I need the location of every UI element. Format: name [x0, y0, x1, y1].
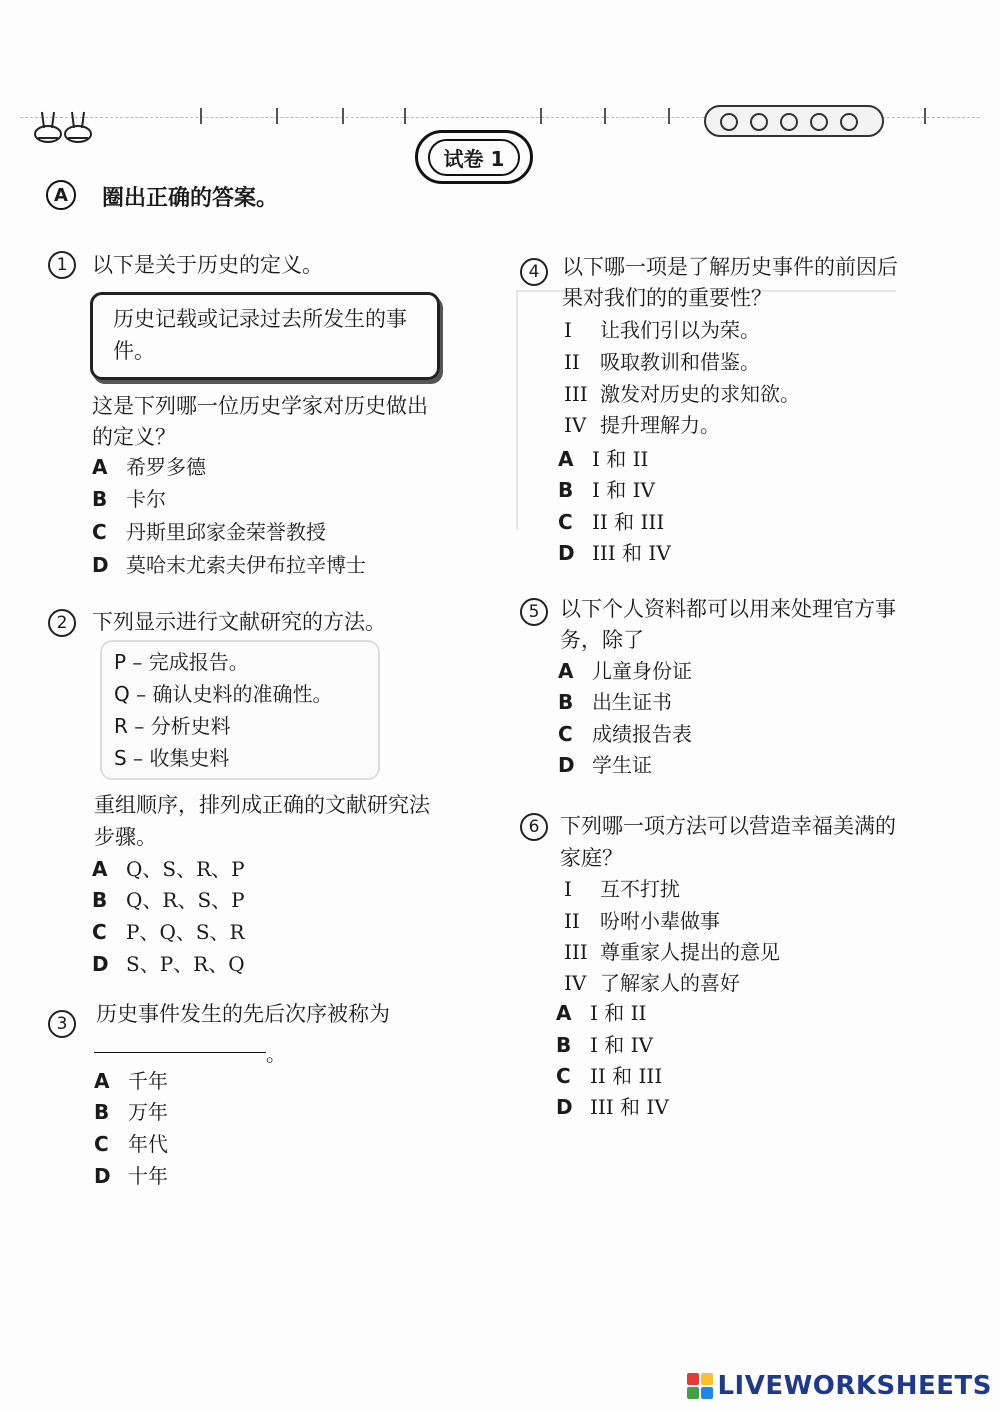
- statement-text: 尊重家人提出的意见: [600, 940, 780, 964]
- option-letter: B: [92, 888, 108, 912]
- option-text: Q、S、R、P: [126, 857, 245, 881]
- question-1-prompt-line1: 这是下列哪一位历史学家对历史做出: [92, 394, 428, 418]
- question-6-option-d[interactable]: [556, 1092, 669, 1123]
- option-letter: C: [92, 520, 107, 544]
- step-text: 确认史料的准确性。: [152, 682, 333, 706]
- question-2-prompt-line2: 步骤。: [94, 825, 157, 849]
- option-text: I 和 II: [592, 447, 649, 471]
- option-text: 年代: [128, 1132, 168, 1156]
- question-6-statement-3: [564, 937, 780, 968]
- statement-text: 吸取教训和借鉴。: [600, 350, 760, 374]
- question-5-stem-line1: 以下个人资料都可以用来处理官方事: [560, 597, 896, 621]
- option-text: III 和 IV: [590, 1095, 669, 1119]
- question-4-option-b[interactable]: [558, 475, 655, 506]
- option-letter: B: [556, 1033, 572, 1057]
- question-3-period: 。: [266, 1042, 286, 1066]
- question-5-stem-line2: 务，除了: [560, 628, 644, 652]
- question-number-1: 1: [48, 251, 76, 279]
- option-text: 千年: [128, 1069, 168, 1093]
- question-2-option-d[interactable]: [92, 949, 245, 980]
- option-letter: A: [558, 659, 574, 683]
- paper-title-badge: [415, 130, 533, 184]
- step-label: Q: [114, 682, 130, 706]
- statement-text: 让我们引以为荣。: [600, 318, 760, 342]
- option-letter: C: [558, 510, 573, 534]
- question-2-stem: 下列显示进行文献研究的方法。: [92, 610, 386, 634]
- question-number-3: 3: [48, 1010, 76, 1038]
- step-text: 完成报告。: [148, 650, 249, 674]
- option-text: S、P、R、Q: [126, 952, 245, 976]
- question-6-statement-4: [564, 968, 740, 999]
- option-letter: B: [94, 1100, 110, 1124]
- question-5-option-b[interactable]: [558, 687, 672, 718]
- option-letter: B: [92, 487, 108, 511]
- statement-numeral: IV: [564, 413, 587, 437]
- statement-numeral: II: [564, 350, 580, 374]
- option-text: II 和 III: [590, 1064, 663, 1088]
- tick-mark: [668, 108, 670, 124]
- question-number-2: 2: [48, 609, 76, 637]
- question-4-option-a[interactable]: [558, 444, 648, 475]
- statement-numeral: I: [564, 318, 572, 342]
- question-6-option-a[interactable]: [556, 998, 646, 1029]
- question-3-answer-blank[interactable]: [94, 1052, 266, 1053]
- statement-numeral: III: [564, 940, 588, 964]
- question-1-option-d[interactable]: [92, 550, 366, 581]
- question-4-option-d[interactable]: [558, 538, 671, 569]
- question-1-definition-box: 历史记载或记录过去所发生的事件。: [90, 292, 440, 380]
- option-text: P、Q、S、R: [126, 920, 245, 944]
- question-6-stem-line2: 家庭？: [560, 846, 623, 870]
- option-letter: C: [94, 1132, 109, 1156]
- question-4-statement-3: [564, 379, 800, 410]
- option-text: 希罗多德: [126, 455, 206, 479]
- statement-text: 互不打扰: [600, 877, 680, 901]
- logo-square: [687, 1373, 699, 1385]
- statement-text: 提升理解力。: [600, 413, 720, 437]
- question-2-option-b[interactable]: [92, 885, 245, 916]
- liveworksheets-brand[interactable]: [687, 1371, 992, 1401]
- flower-icon: [720, 113, 738, 131]
- tick-mark: [924, 108, 926, 124]
- option-text: 莫哈末尤索夫伊布拉辛博士: [126, 553, 366, 577]
- question-2-steps-box: [100, 640, 380, 780]
- statement-text: 激发对历史的求知欲。: [600, 382, 800, 406]
- statement-numeral: I: [564, 877, 572, 901]
- step-p: P – 完成报告。: [114, 650, 249, 674]
- option-letter: D: [558, 753, 575, 777]
- tick-mark: [604, 108, 606, 124]
- step-text: 收集史料: [149, 746, 230, 770]
- question-5-option-c[interactable]: [558, 719, 692, 750]
- step-label: P: [114, 650, 127, 674]
- question-6-statement-2: [564, 906, 720, 937]
- statement-text: 吩咐小辈做事: [600, 909, 720, 933]
- step-label: R: [114, 714, 128, 738]
- option-text: III 和 IV: [592, 541, 671, 565]
- question-3-option-a[interactable]: [94, 1066, 168, 1097]
- option-letter: D: [556, 1095, 573, 1119]
- option-text: Q、R、S、P: [126, 888, 245, 912]
- tick-mark: [540, 108, 542, 124]
- section-instruction: 圈出正确的答案。: [102, 186, 279, 211]
- question-2-prompt-line1: 重组顺序，排列成正确的文献研究法: [94, 793, 430, 817]
- option-letter: B: [558, 690, 574, 714]
- question-4-stem-line1: 以下哪一项是了解历史事件的前因后: [562, 255, 898, 279]
- tick-mark: [200, 108, 202, 124]
- question-4-statement-4: [564, 410, 720, 441]
- statement-numeral: IV: [564, 971, 587, 995]
- question-2-option-a[interactable]: [92, 854, 245, 885]
- option-letter: A: [558, 447, 574, 471]
- flower-icon: [840, 113, 858, 131]
- statement-text: 了解家人的喜好: [600, 971, 740, 995]
- question-4-stem-line2: 果对我们的的重要性？: [562, 286, 772, 310]
- question-1-option-c[interactable]: [92, 517, 326, 548]
- question-1-option-b[interactable]: [92, 484, 166, 515]
- option-letter: D: [558, 541, 575, 565]
- option-text: 学生证: [592, 753, 652, 777]
- option-letter: A: [556, 1001, 572, 1025]
- logo-square: [701, 1373, 713, 1385]
- step-s: S – 收集史料: [114, 746, 230, 770]
- question-4-option-c[interactable]: [558, 507, 664, 538]
- question-4-statement-2: [564, 347, 760, 378]
- tick-mark: [342, 108, 344, 124]
- question-6-option-b[interactable]: [556, 1030, 653, 1061]
- option-text: 成绩报告表: [592, 722, 692, 746]
- step-r: R – 分析史料: [114, 714, 231, 738]
- question-3-option-b[interactable]: [94, 1097, 168, 1128]
- option-letter: A: [92, 857, 108, 881]
- flower-icon: [810, 113, 828, 131]
- question-number-4: 4: [520, 258, 548, 286]
- statement-numeral: II: [564, 909, 580, 933]
- question-number-5: 5: [520, 598, 548, 626]
- flower-border-decoration: [704, 105, 884, 137]
- option-text: 丹斯里邱家金荣誉教授: [126, 520, 326, 544]
- question-5-option-d[interactable]: [558, 750, 652, 781]
- statement-numeral: III: [564, 382, 588, 406]
- step-label: S: [114, 746, 127, 770]
- tick-mark: [276, 108, 278, 124]
- question-6-stem-line1: 下列哪一项方法可以营造幸福美满的: [560, 814, 896, 838]
- logo-square: [687, 1387, 699, 1399]
- option-letter: D: [92, 952, 109, 976]
- option-text: I 和 IV: [590, 1033, 653, 1057]
- question-4-statement-1: [564, 315, 760, 346]
- option-text: I 和 IV: [592, 478, 655, 502]
- faint-rule: [516, 290, 518, 530]
- step-text: 分析史料: [150, 714, 231, 738]
- question-number-6: 6: [520, 813, 548, 841]
- option-text: 儿童身份证: [592, 659, 692, 683]
- paper-title: 试卷 1: [428, 139, 521, 176]
- question-1-prompt-line2: 的定义？: [92, 425, 176, 449]
- cartoon-feet-icon: [32, 108, 94, 144]
- option-text: I 和 II: [590, 1001, 647, 1025]
- question-1-stem: 以下是关于历史的定义。: [92, 253, 323, 277]
- option-letter: C: [92, 920, 107, 944]
- flower-icon: [780, 113, 798, 131]
- brand-text: LIVEWORKSHEETS: [717, 1371, 992, 1401]
- option-letter: D: [94, 1164, 111, 1188]
- option-text: II 和 III: [592, 510, 665, 534]
- option-letter: A: [94, 1069, 110, 1093]
- tick-mark: [404, 108, 406, 124]
- logo-square: [701, 1387, 713, 1399]
- question-6-option-c[interactable]: [556, 1061, 662, 1092]
- option-text: 卡尔: [126, 487, 166, 511]
- flower-icon: [750, 113, 768, 131]
- option-letter: D: [92, 553, 109, 577]
- section-letter-badge: A: [46, 180, 76, 210]
- question-1-option-a[interactable]: [92, 452, 206, 483]
- question-3-option-c[interactable]: [94, 1129, 168, 1160]
- option-letter: C: [556, 1064, 571, 1088]
- option-text: 出生证书: [592, 690, 672, 714]
- question-6-statement-1: [564, 874, 680, 905]
- liveworksheets-logo-icon: [687, 1373, 713, 1399]
- question-3-option-d[interactable]: [94, 1161, 168, 1192]
- step-q: Q – 确认史料的准确性。: [114, 682, 333, 706]
- option-text: 万年: [128, 1100, 168, 1124]
- question-5-option-a[interactable]: [558, 656, 692, 687]
- option-letter: A: [92, 455, 108, 479]
- option-letter: C: [558, 722, 573, 746]
- option-letter: B: [558, 478, 574, 502]
- option-text: 十年: [128, 1164, 168, 1188]
- question-2-option-c[interactable]: [92, 917, 245, 948]
- question-3-stem: 历史事件发生的先后次序被称为: [96, 1002, 390, 1026]
